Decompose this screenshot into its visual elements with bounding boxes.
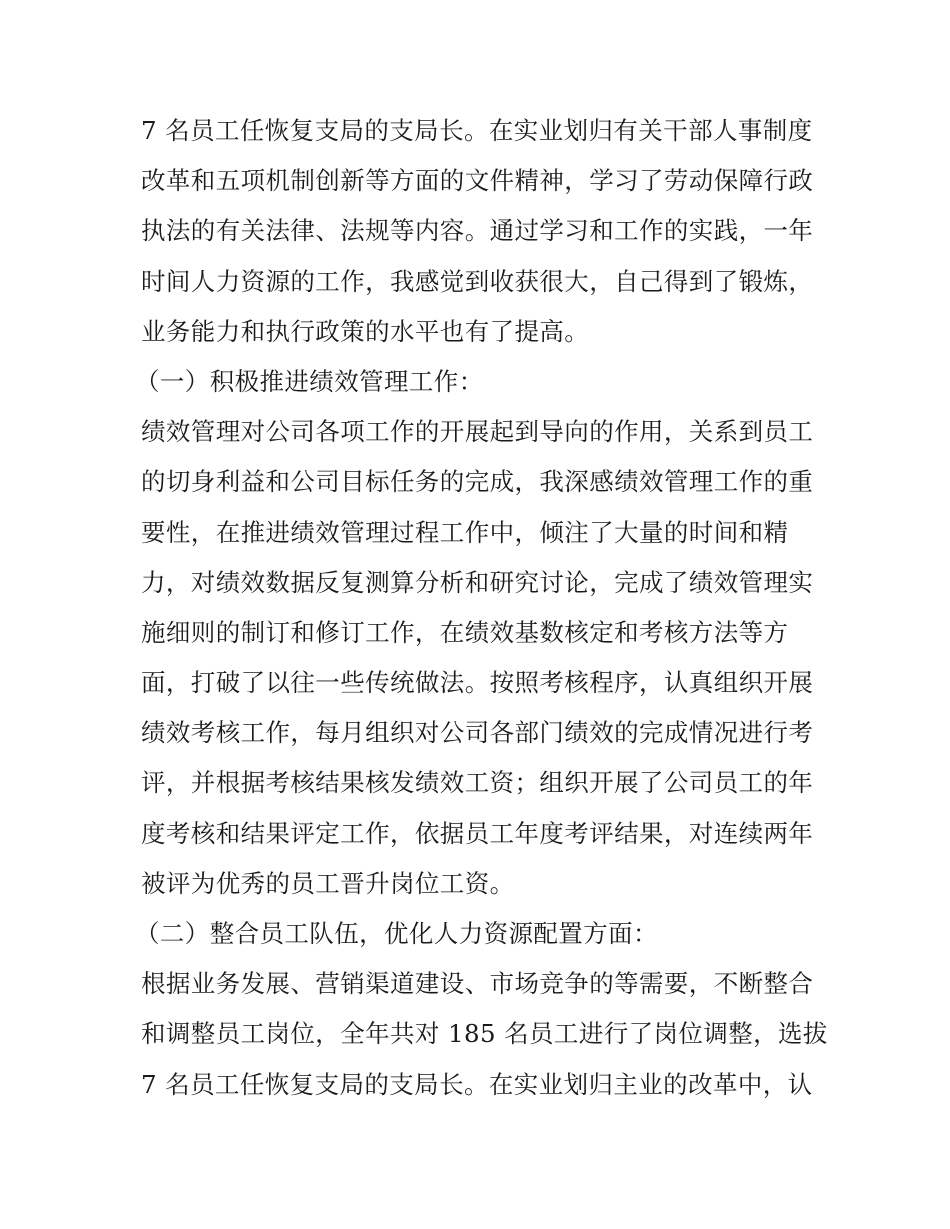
text-line: 7 名员工任恢复支局的支局长。在实业划归主业的改革中，认 bbox=[141, 1069, 813, 1099]
section-heading: （二）整合员工队伍，优化人力资源配置方面： bbox=[135, 919, 658, 948]
text-line: 面，打破了以往一些传统做法。按照考核程序，认真组织开展 bbox=[141, 668, 814, 698]
text-line: 评，并根据考核结果核发绩效工资；组织开展了公司员工的年 bbox=[141, 768, 814, 798]
text-line: 7 名员工任恢复支局的支局长。在实业划归有关干部人事制度 bbox=[141, 116, 813, 145]
text-line: 被评为优秀的员工晋升岗位工资。 bbox=[141, 868, 515, 898]
text-line: 和调整员工岗位，全年共对 185 名员工进行了岗位调整，选拔 bbox=[141, 1019, 828, 1049]
text-line: 绩效考核工作，每月组织对公司各部门绩效的完成情况进行考 bbox=[141, 718, 814, 748]
text-line: 绩效管理对公司各项工作的开展起到导向的作用，关系到员工 bbox=[141, 417, 814, 447]
text-line: 根据业务发展、营销渠道建设、市场竞争的等需要，不断整合 bbox=[141, 969, 814, 999]
text-line: 力，对绩效数据反复测算分析和研究讨论，完成了绩效管理实 bbox=[141, 567, 814, 597]
text-line: 度考核和结果评定工作，依据员工年度考评结果，对连续两年 bbox=[141, 818, 814, 848]
text-line: 要性，在推进绩效管理过程工作中，倾注了大量的时间和精 bbox=[141, 517, 789, 547]
text-line: 的切身利益和公司目标任务的完成，我深感绩效管理工作的重 bbox=[141, 467, 814, 497]
text-line: 业务能力和执行政策的水平也有了提高。 bbox=[141, 316, 590, 346]
document-body bbox=[135, 106, 828, 1110]
text-line: 时间人力资源的工作，我感觉到收获很大，自己得到了锻炼， bbox=[141, 266, 814, 296]
section-heading: （一）积极推进绩效管理工作： bbox=[135, 366, 484, 396]
text-line: 施细则的制订和修订工作，在绩效基数核定和考核方法等方 bbox=[141, 617, 789, 647]
text-line: 改革和五项机制创新等方面的文件精神，学习了劳动保障行政 bbox=[141, 166, 814, 196]
text-line: 执法的有关法律、法规等内容。通过学习和工作的实践，一年 bbox=[141, 216, 814, 246]
